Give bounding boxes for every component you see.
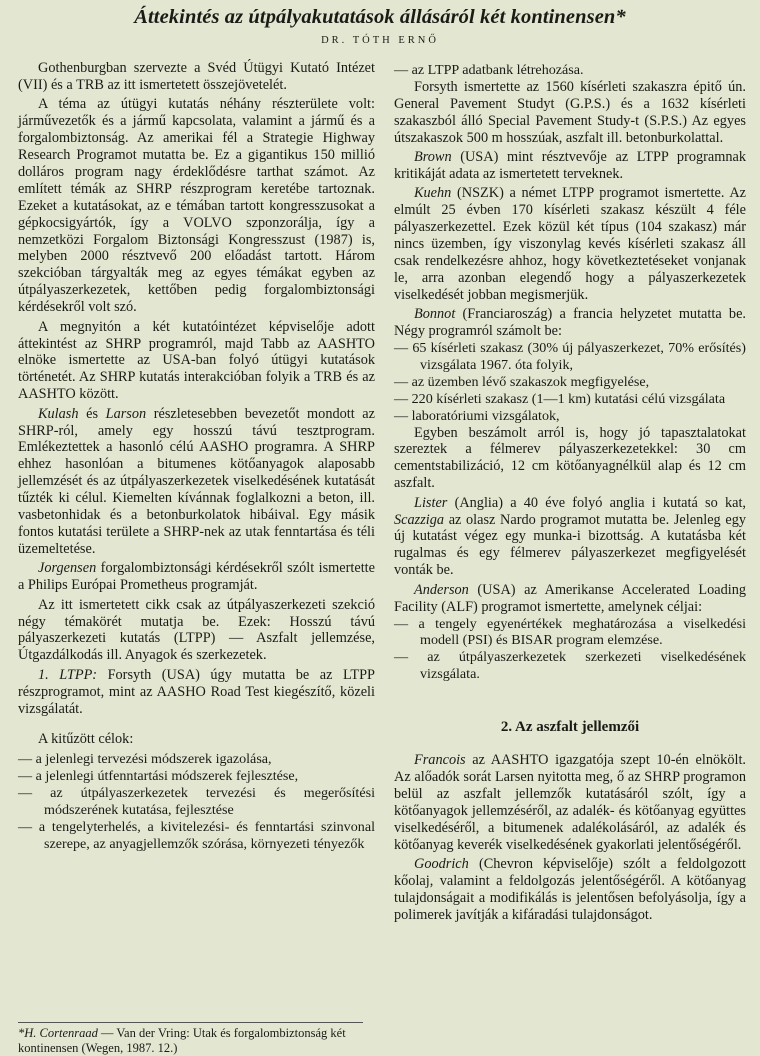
paragraph-text: az olasz Nardo programot mutatta be. Jelenleg egy új kutatást végez egy munka-i bizottság. A kutatásba két rugalmas és egy félmerev pályaszerkezet megfigyelését vonták be.: [394, 511, 746, 579]
paragraph-text: Forsyth (USA) úgy mutatta be az LTPP részprogramot, mint az AASHO Road Test kiegészítő, közeli vizsgálatát.: [18, 666, 375, 717]
paragraph: [394, 306, 746, 340]
person-name: Jorgensen: [38, 560, 97, 577]
paragraph-text: (Anglia) a 40 éve folyó anglia i kutatá so kat,: [447, 494, 746, 511]
footnote-text: — Van der Vring: Utak és forgalombiztonság két kontinensen (Wegen, 1987. 12.): [18, 1026, 346, 1055]
paragraph-text: és: [78, 405, 106, 422]
footnote: [18, 1022, 363, 1056]
article-title: Áttekintés az útpályakutatások állásáról két kontinensen*: [134, 6, 626, 28]
left-column: [18, 60, 375, 853]
paragraph: [18, 406, 375, 558]
paragraph: [18, 560, 375, 594]
alf-goals-list: [394, 616, 746, 684]
person-name: Francois: [414, 752, 466, 769]
paragraph: [18, 667, 375, 718]
person-name: Lister: [414, 494, 448, 511]
paragraph-text: forgalombiztonsági kérdésekről szólt ismertette a Philips Európai Prometheus programját.: [18, 560, 375, 594]
france-programs-list: [394, 340, 746, 425]
paragraph-text: (Franciaroszág) a francia helyzetet mutatta be. Négy programról számolt be:: [394, 306, 746, 340]
list-item: — a tengelyterhelés, a kivitelezési- és fenntartási szinvonal szerepe, az anyagjellemzők szórása, környezeti tényezők: [18, 819, 375, 853]
paragraph: Forsyth ismertette az 1560 kísérleti szakaszra épitő ún. General Pavement Studyt (G.P.S.) és a 1632 kísérleti szakaszból álló Special Pavement Study-t (S.P.S.) Az egyes útszakaszok 500 m hosszúak, aszfalt ill. betonburkolattal.: [394, 78, 746, 146]
section-heading: 2. Az aszfalt jellemzői: [500, 719, 640, 736]
paragraph: A megnyitón a két kutatóintézet képviselője adott áttekintést az SHRP programról, majd Tabb az AASHTO elnöke ismertette az USA-ban folyó útügyi kutatások történetét. Az SHRP kutatás interakcióban folyik a TRB és az AASHTO között.: [18, 318, 375, 403]
right-column: [394, 62, 746, 924]
paragraph: [394, 495, 746, 580]
person-name: Scazziga: [394, 511, 445, 528]
person-name: Larson: [105, 405, 147, 422]
paragraph-text: (Chevron képviselője) szólt a feldolgozott kőolaj, valamint a feldolgozás jelentőségéről. A kötőanyag tulajdonságait a modifikálás is jelentősen befolyásolja, így a polimerek javítják a kifáradási tulajdonságot.: [394, 855, 746, 923]
list-item: — a jelenlegi útfenntartási módszerek fejlesztése,: [18, 768, 375, 785]
person-name: Goodrich: [414, 855, 469, 872]
list-item: — az LTPP adatbank létrehozása.: [394, 62, 746, 79]
person-name: Kulash: [38, 405, 79, 422]
article-author: DR. TÓTH ERNŐ: [321, 35, 439, 46]
person-name: Brown: [414, 149, 452, 166]
paragraph-text: az AASHTO igazgatója szept 10-én elnökölt. Az alőadók sorát Larsen nyitotta meg, ő az SHRP programon belül az aszfalt jellemzők kutatásáról szólt, így a kötőanyagok jellemzéséről, az adalék- és kötőanyag együttes viselkedéséről, a bitumenek adalékolásáról, az adalék és kötőanyag keverék viselkedésének gyakorlati jelentőségéről.: [394, 752, 746, 853]
list-item: — a jelenlegi tervezési módszerek igazolása,: [18, 751, 375, 768]
paragraph-text: (NSZK) a német LTPP programot ismertette. Az elmúlt 25 évben 170 kísérleti szakasz készült 4 féle pályaszerkezettel. Ezek közül két típus (104 szakasz) már nincs üzemben, így viszonylag kevés kísérleti szakasz áll csak rendelkezésre ahhoz, hogy következtetéseket vonjanak le, arra azonban elegendő hogy a pályaszerkezetek viselkedését jobban megismerjük.: [394, 185, 746, 303]
paragraph: [394, 582, 746, 616]
list-item: — laboratóriumi vizsgálatok,: [394, 408, 746, 425]
list-item: — az útpályaszerkezetek tervezési és megerősítési módszerének kutatása, fejlesztése: [18, 785, 375, 819]
person-name: Bonnot: [414, 306, 456, 323]
paragraph: [394, 185, 746, 303]
person-name: Kuehn: [414, 185, 452, 202]
paragraph: [394, 149, 746, 183]
person-name: Anderson: [414, 581, 469, 598]
goals-heading: A kitűzött célok:: [38, 731, 134, 748]
list-item: — a tengely egyenértékek meghatározása a viselkedési modell (PSI) és BISAR program elemzése.: [394, 616, 746, 650]
list-item: — az útpályaszerkezetek szerkezeti viselkedésének vizsgálata.: [394, 649, 746, 683]
paragraph: A téma az útügyi kutatás néhány részterülete volt: járművezetők és a jármű kapcsolata, valamint a jármű és a forgalombiztonság. Az amerikai fél a Strategie Highway Research Programot mutatta be. Ez a gigantikus 150 millió dolláros program nagy érdeklődésre tarthat számot. Az említett témák az SHRP részprogram keretébe tartoznak. Ezeket a kutatásokat, az e témában tartott kongresszusokat a gépkocsigyártók, így a VOLVO szponzorálja, így a nemzetközi Forgalom Biztonsági Kongresszust (1987) is, melyben 2000 résztvevő 200 előadást tartott. Három szekcióban tárgyalták meg az egyes témákat egyben az útpályaszerkezetek, kettőben pedig forgalombiztonsági kérdésekről volt szó.: [18, 96, 375, 316]
paragraph-text: (USA) mint résztvevője az LTPP programnak kritikáját adata az ismertetett terveknek.: [394, 149, 746, 182]
list-item: — az üzemben lévő szakaszok megfigyelése,: [394, 374, 746, 391]
paragraph: Egyben beszámolt arról is, hogy jó tapasztalatokat szereztek a félmerev pályaszerkezetekkel: 30 cm cementstabilizáció, 12 cm kötőanyagnélkül alap és 12 cm aszfalt.: [394, 424, 746, 492]
ltpp-list-continued: [394, 62, 746, 79]
list-item: — 65 kísérleti szakasz (30% új pályaszerkezet, 70% erősítés) vizsgálata 1967. óta folyik,: [394, 340, 746, 374]
paragraph: [394, 752, 746, 853]
paragraph: Gothenburgban szervezte a Svéd Útügyi Kutató Intézet (VII) és a TRB az itt ismertetett összejövetelét.: [18, 60, 375, 93]
goals-list: [18, 751, 375, 852]
list-item: — 220 kísérleti szakasz (1—1 km) kutatási célú vizsgálata: [394, 391, 746, 408]
footnote-author: *H. Cortenraad: [18, 1026, 98, 1040]
paragraph: [394, 856, 746, 924]
paragraph-text: (USA) az Amerikanse Accelerated Loading Facility (ALF) programot ismertette, amelynek céljai:: [394, 581, 746, 615]
section-lead: 1. LTPP:: [38, 666, 98, 683]
paragraph: Az itt ismertetett cikk csak az útpályaszerkezeti szekció négy témakörét mutatja be. Ezek: Hosszú távú pályaszerkezeti kutatás (LTPP) — Aszfalt jellemzése, Útgazdálkodás ill. Anyagok és szerkezetek.: [18, 596, 375, 664]
paragraph-text: részletesebben bevezetőt mondott az SHRP-ról, amely egy hosszú távú tesztprogram. Emlékeztettek a hasonló célú AASHO programra. A SHRP ehhez hasonlóan a bitumenes kötőanyagok alaposabb jellemzését és az útpályaszerkezetek viselkedésének kutatását tűzték ki célul. Kiemelten kívánnak foglalkozni a beton, ill. vasbetonhidak és a betonburkolatok hibáival. Egy másik fontos kutatási területe a SHRP-nek az utak fenntartása és téli üzemeltetése.: [18, 405, 375, 557]
